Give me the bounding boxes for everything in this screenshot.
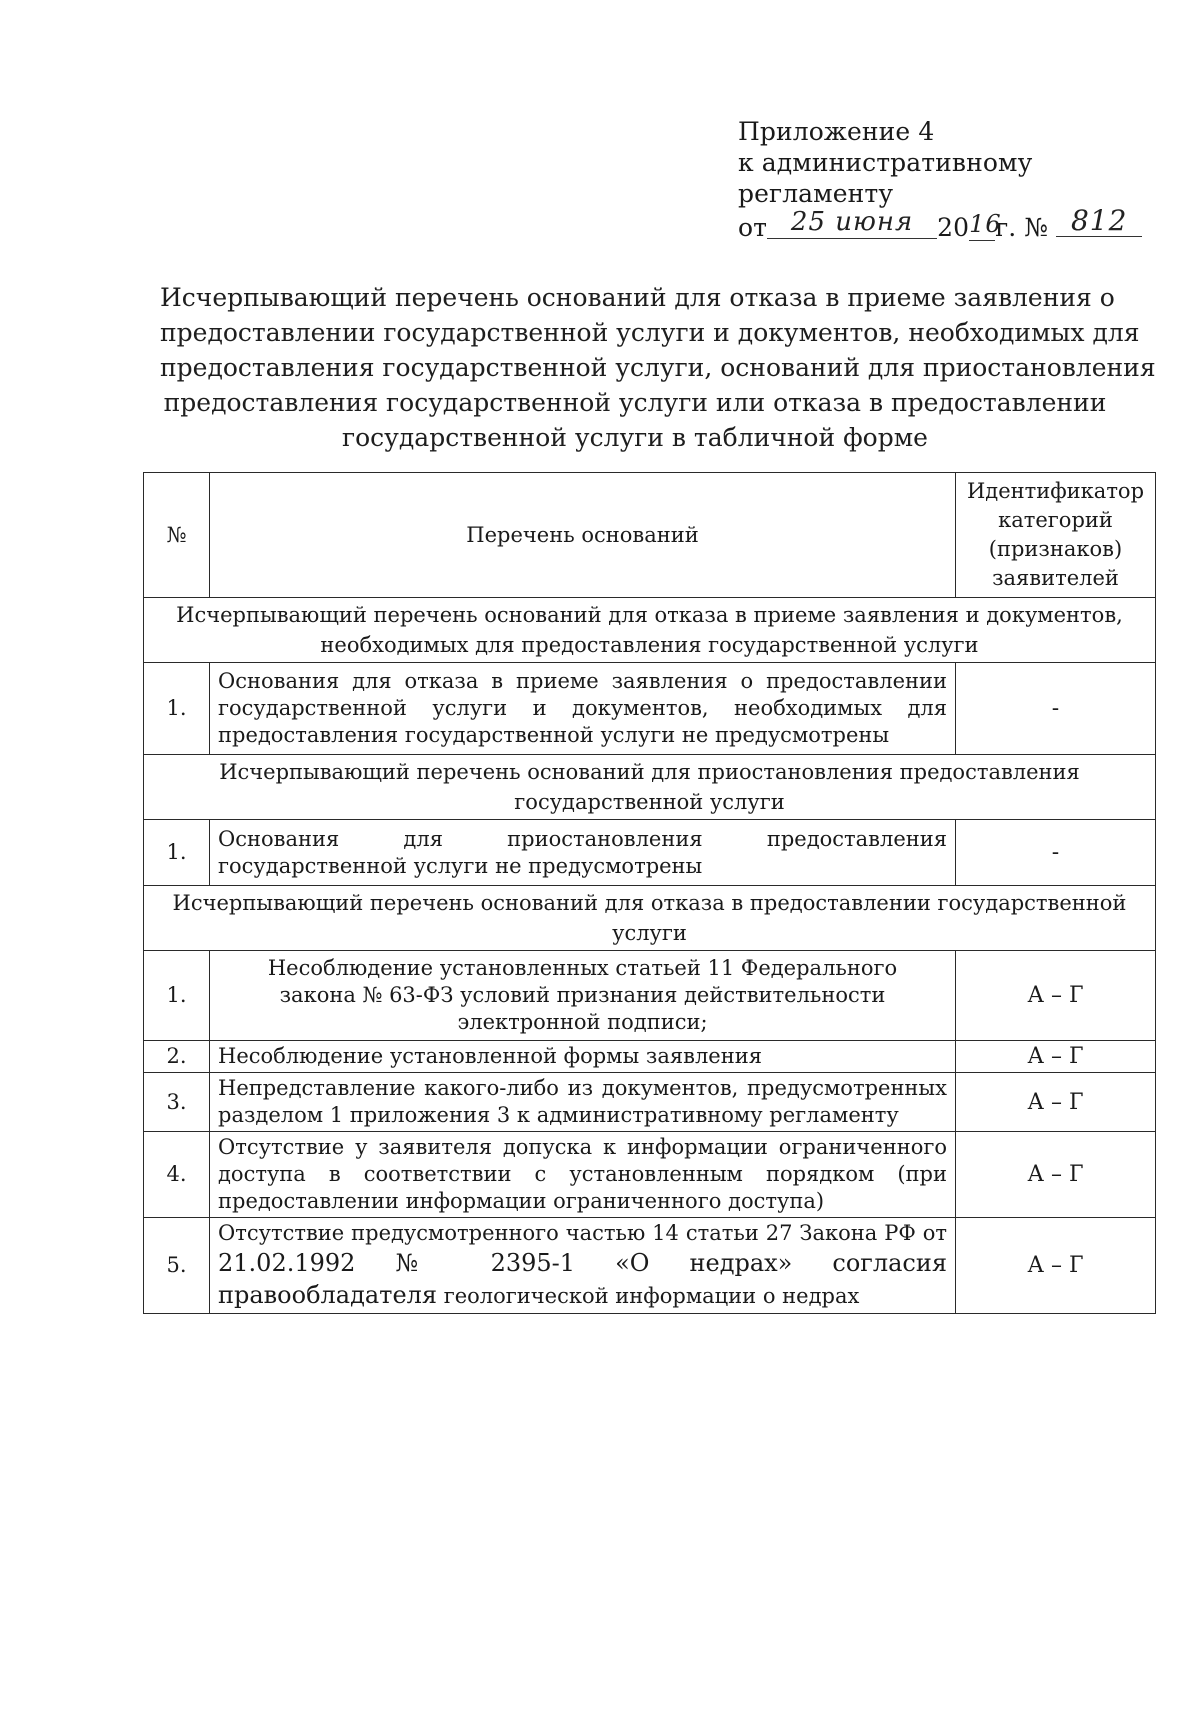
appendix-reference: к административному [738, 148, 1033, 177]
table-row [144, 1132, 1156, 1218]
appendix-date-line [738, 204, 1158, 245]
table-row [144, 820, 1156, 886]
handwritten-year: 16 [969, 209, 995, 241]
row-text-part: 21.02.1992 № 2395-1 «О недрах» согласия правообладателя [218, 1249, 947, 1309]
row-text-part: Отсутствие предусмотренного частью 14 статьи 27 Закона РФ от [218, 1221, 947, 1245]
row-category-id: А – Г [956, 951, 1156, 1041]
row-text: Несоблюдение установленных статьей 11 Федерального закона № 63-ФЗ условий признания действительности электронной подписи; [210, 951, 956, 1041]
row-number: 1. [144, 663, 210, 755]
row-category-id: А – Г [956, 1218, 1156, 1314]
row-text: Отсутствие у заявителя допуска к информации ограниченного доступа в соответствии с установленным порядком (при предоставлении информации ограниченного доступа) [210, 1132, 956, 1218]
header-applicant-category: Идентификатор категорий (признаков) заявителей [956, 473, 1156, 598]
table-row [144, 1073, 1156, 1132]
year-prefix: 20 [937, 213, 970, 242]
section-title: Исчерпывающий перечень оснований для отказа в предоставлении государственной услуги [144, 886, 1156, 951]
section-header-row [144, 755, 1156, 820]
row-text: Основания для приостановления предоставления государственной услуги не предусмотрены [210, 820, 956, 886]
handwritten-number: 812 [1056, 205, 1142, 237]
document-title [160, 280, 1156, 455]
section-title: Исчерпывающий перечень оснований для приостановления предоставления государственной услуги [144, 755, 1156, 820]
title-line: предоставлении государственной услуги и документов, необходимых для [160, 318, 1140, 347]
table-row [144, 1218, 1156, 1314]
section-title: Исчерпывающий перечень оснований для отказа в приеме заявления и документов, необходимых для предоставления государственной услуги [144, 598, 1156, 663]
grounds-table [143, 472, 1156, 1314]
row-number: 1. [144, 820, 210, 886]
appendix-header [738, 116, 1158, 245]
row-category-id: А – Г [956, 1041, 1156, 1073]
year-suffix: г. № [995, 213, 1049, 242]
date-prefix: от [738, 213, 768, 242]
row-category-id: - [956, 820, 1156, 886]
appendix-number: Приложение 4 [738, 117, 935, 146]
row-text: Непредставление какого-либо из документов, предусмотренных разделом 1 приложения 3 к административному регламенту [210, 1073, 956, 1132]
row-number: 4. [144, 1132, 210, 1218]
table-row [144, 663, 1156, 755]
title-line: государственной услуги в табличной форме [342, 423, 928, 452]
appendix-reference-cont: регламенту [738, 179, 894, 208]
row-text-part: геологической информации о недрах [443, 1284, 860, 1308]
row-category-id: - [956, 663, 1156, 755]
title-line: Исчерпывающий перечень оснований для отказа в приеме заявления о [160, 283, 1115, 312]
row-text [210, 1218, 956, 1314]
row-number: 3. [144, 1073, 210, 1132]
row-text: Основания для отказа в приеме заявления о предоставлении государственной услуги и документов, необходимых для предоставления государственной услуги не предусмотрены [210, 663, 956, 755]
table-row [144, 951, 1156, 1041]
row-number: 1. [144, 951, 210, 1041]
row-category-id: А – Г [956, 1132, 1156, 1218]
table-row [144, 1041, 1156, 1073]
title-line: предоставления государственной услуги, оснований для приостановления [160, 353, 1156, 382]
header-number: № [144, 473, 210, 598]
handwritten-date: 25 июня [767, 207, 937, 239]
row-number: 5. [144, 1218, 210, 1314]
row-text: Несоблюдение установленной формы заявления [210, 1041, 956, 1073]
title-line: предоставления государственной услуги или отказа в предоставлении [163, 388, 1107, 417]
header-grounds-list: Перечень оснований [210, 473, 956, 598]
row-category-id: А – Г [956, 1073, 1156, 1132]
table-header-row [144, 473, 1156, 598]
row-number: 2. [144, 1041, 210, 1073]
section-header-row [144, 598, 1156, 663]
section-header-row [144, 886, 1156, 951]
